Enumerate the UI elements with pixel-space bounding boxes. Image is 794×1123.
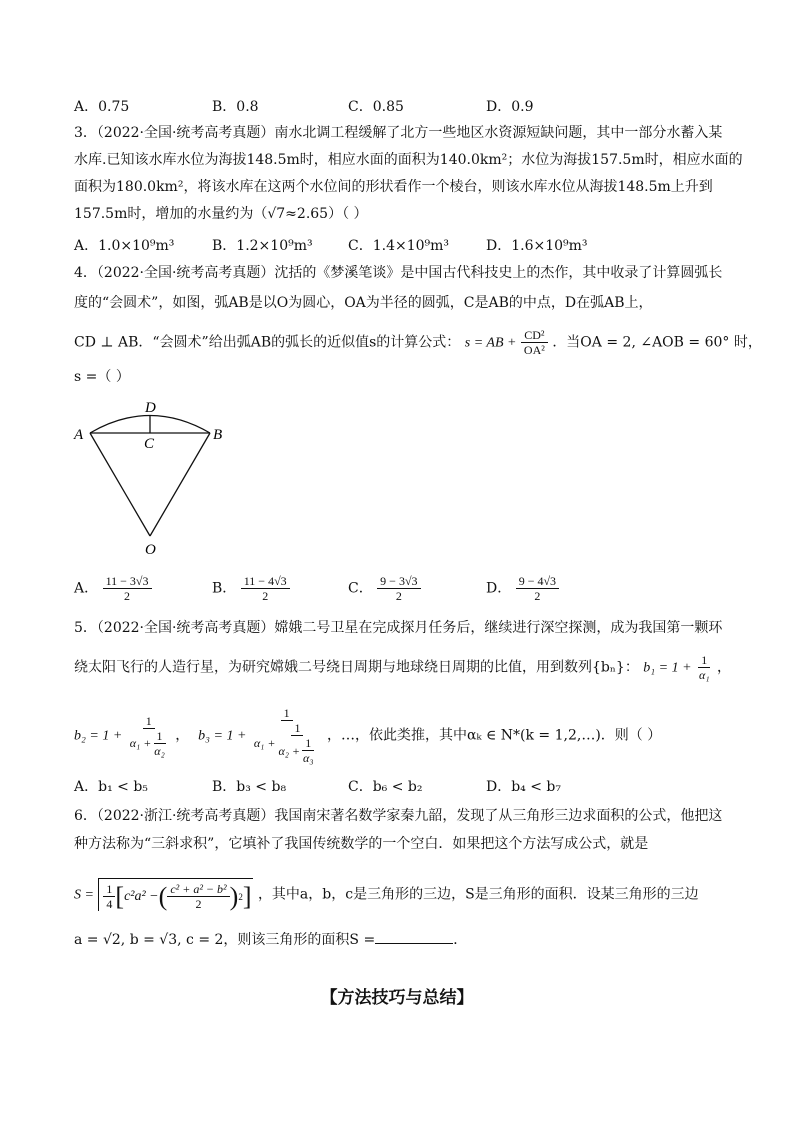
q4-formula-fraction (521, 328, 548, 357)
q3-option-c: C．1.4×10⁹m³ (348, 238, 450, 254)
section-heading: 【方法技巧与总结】 (320, 988, 474, 1008)
q5-b2-num: 1 (143, 714, 155, 729)
q2-option-b: B．0.8 (212, 99, 259, 115)
q5-b3-den-left: α₁ + (253, 736, 276, 750)
q6-line-4 (74, 929, 467, 950)
label-o: O (145, 542, 156, 558)
q3-line-2: 水库.已知该水库水位为海拔148.5m时，相应水面的面积为140.0km²；水位为海拔157.5m时，相应水面的 (74, 152, 743, 168)
q6-line-1: 6．（2022·浙江·统考高考真题）我国南宋著名数学家秦九韶，发现了从三角形三边求面积的公式，他把这 (74, 808, 723, 824)
label-a: A (74, 427, 84, 443)
q4-option-c-letter: C． (348, 580, 373, 597)
q6-formula-inner: c²a² − (124, 888, 159, 904)
q3-line-1: 3．（2022·全国·统考高考真题）南水北调工程缓解了北方一些地区水资源短缺问题，其中一部分水蓄入某 (74, 125, 723, 141)
q6-inner-den: 2 (195, 897, 202, 911)
q4-option-a (74, 574, 152, 603)
q5-b1-den: α₁ (699, 668, 710, 682)
q5-b3-left: b₃ = 1 + (198, 728, 247, 744)
q4-option-a-num: 11 − 3√3 (103, 574, 152, 589)
q6-quarter-den: 4 (106, 897, 113, 911)
q5-b2-left: b₂ = 1 + (74, 728, 123, 744)
q4-option-a-den: 2 (124, 589, 131, 603)
q5-b1-left: b₁ = 1 + (643, 660, 692, 676)
q4-option-d-letter: D． (486, 580, 512, 597)
label-b: B (213, 427, 223, 443)
q5-line-2: 绕太阳飞行的人造行星，为研究嫦娥二号绕日周期与地球绕日周期的比值，用到数列{bₙ}： b₁ = 1 + $\frac{1}{\text{α₁}}$ ， (74, 653, 731, 682)
q5-b3-den2-den: α₃ (303, 751, 314, 765)
q6-line-3 (74, 878, 699, 911)
q4-option-b-letter: B． (212, 580, 237, 597)
q4-option-d-den: 2 (534, 589, 541, 603)
q4-line-1: 4．（2022·全国·统考高考真题）沈括的《梦溪笔谈》是中国古代科技史上的杰作，其中收录了计算圆弧长 (74, 265, 723, 281)
q5-b1-num: 1 (698, 653, 710, 668)
q5-b2-fraction (127, 714, 171, 758)
q5-option-a: A．b₁ < b₅ (74, 779, 148, 795)
q6-formula-tail: ，其中a，b，c是三角形的三边，S是三角形的面积．设某三角形的三边 (257, 886, 699, 903)
q4-line-2: 度的“会圆术”，如图，弧AB是以O为圆心，OA为半径的圆弧，C是AB的中点，D在弧AB上， (74, 295, 653, 311)
q4-formula-den: OA² (523, 343, 545, 357)
q5-option-c: C．b₆ < b₂ (348, 779, 423, 795)
sector-figure (70, 396, 240, 562)
label-d: D (145, 400, 156, 416)
q4-option-b-num: 11 − 4√3 (241, 574, 290, 589)
label-c: C (144, 436, 155, 452)
q5-line-1: 5．（2022·全国·统考高考真题）嫦娥二号卫星在完成探月任务后，继续进行深空探测，成为我国第一颗环 (74, 620, 723, 636)
q3-line-4: 157.5m时，增加的水量约为（√7≈2.65）（ ） (74, 206, 368, 222)
q6-quarter-num: 1 (103, 882, 115, 897)
q2-option-a: A．0.75 (74, 99, 130, 115)
radius-ob (150, 433, 210, 536)
answer-blank[interactable] (375, 929, 453, 944)
q4-option-d-num: 9 − 4√3 (516, 574, 559, 589)
radius-oa (90, 433, 150, 536)
q6-line-2: 种方法称为“三斜求积”，它填补了我国传统数学的一个空白．如果把这个方法写成公式，就是 (74, 836, 649, 852)
q2-option-c: C．0.85 (348, 99, 404, 115)
q6-line-4-end: ． (453, 932, 468, 948)
q5-b3-den-num: 1 (291, 721, 303, 736)
q5-b3-den2-num: 1 (302, 736, 314, 751)
q4-option-c (348, 574, 421, 603)
q5-option-d: D．b₄ < b₇ (486, 779, 562, 795)
q5-b3-num: 1 (281, 706, 293, 721)
q3-line-3: 面积为180.0km²，将该水库在这两个水位间的形状看作一个棱台，则该水库水位从海拔148.5m上升到 (74, 179, 713, 195)
q5-b2-den-left: α₁ + (129, 736, 152, 750)
q4-line-3-text: CD ⊥ AB．“会圆术”给出弧AB的弧长的近似值s的计算公式： (74, 334, 461, 351)
q4-line-3 (74, 328, 762, 357)
q5-line-3-tail: ，…，依此类推，其中αₖ ∈ N*(k = 1,2,…)．则（ ） (326, 727, 662, 744)
q4-option-b (212, 574, 290, 603)
q5-line-3: b₂ = 1 + 1 α₁ + $\frac{1}{\text{α₂}}$ ， b₃ = 1 + 1 α₁ + 1 α₂ + $\frac{1}{\text{α₃}}$ ，…，依此类推，其中αₖ ∈ N*(k = 1,2,…)．则（ ） (74, 706, 662, 765)
q3-option-b: B．1.2×10⁹m³ (212, 238, 313, 254)
q4-formula-left: s = AB + (464, 335, 517, 351)
q5-b3-den2-left: α₂ + (278, 743, 301, 758)
q4-line-4: s =（ ） (74, 369, 130, 385)
q4-option-b-den: 2 (262, 589, 269, 603)
q4-line-3-tail: ．当OA = 2, ∠AOB = 60° 时， (552, 334, 762, 351)
q5-b3-fraction (251, 706, 323, 765)
q6-formula-lead: S = (74, 887, 94, 903)
q4-option-c-num: 9 − 3√3 (377, 574, 420, 589)
q5-b2-den-num: 1 (154, 729, 166, 744)
q6-line-4-text: a = √2, b = √3, c = 2，则该三角形的面积S = (74, 932, 376, 948)
q3-option-d: D．1.6×10⁹m³ (486, 238, 588, 254)
q6-inner-num: c² + a² − b² (167, 882, 229, 897)
q2-option-d: D．0.9 (486, 99, 534, 115)
q4-option-d (486, 574, 559, 603)
q5-b2-den-den: α₂ (154, 743, 165, 758)
q4-option-c-den: 2 (395, 589, 402, 603)
q5-line-2-text: 绕太阳飞行的人造行星，为研究嫦娥二号绕日周期与地球绕日周期的比值，用到数列{bₙ}： (74, 659, 639, 676)
q4-option-a-letter: A． (74, 580, 99, 597)
q3-option-a: A．1.0×10⁹m³ (74, 238, 175, 254)
q6-sqrt: $\frac{1}{4}$ [ c²a² − ( $\frac{\text{c² + a² − b²}}{2}$ ) 2 ] (98, 878, 253, 911)
q4-formula-num: CD² (521, 328, 547, 343)
q5-option-b: B．b₃ < b₈ (212, 779, 287, 795)
